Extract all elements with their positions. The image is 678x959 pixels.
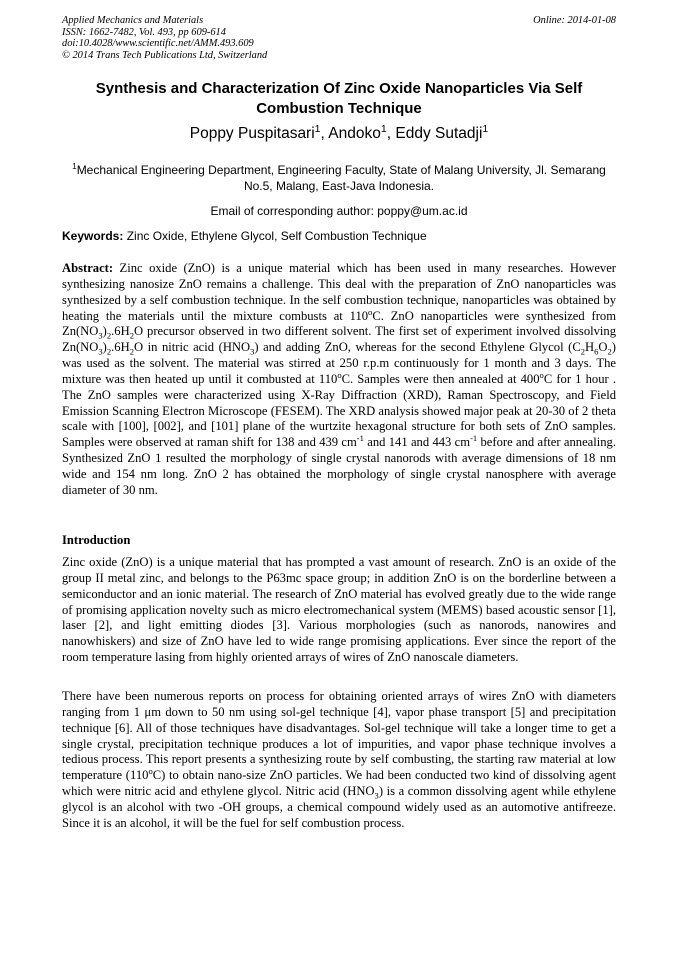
author-separator: , — [320, 125, 329, 142]
subscript: 2 — [129, 330, 134, 341]
subscript: 6 — [594, 346, 599, 357]
author-separator: , — [386, 125, 396, 142]
text-run: ) — [102, 324, 107, 339]
text-run: C for 1 hour . The ZnO samples were characterized using X-Ray Diffraction (XRD), Raman Spectroscopy, and Field Emission Scanning Electron Microscope (FESEM). The XRD analysis showed major peak at 20-30 of 2 theta scale with [100], [002], and [101] plane of the wurtzite hexagonal structure for both sets of ZnO samples. Samples were observed at raman shift for 138 and 439 cm — [62, 371, 616, 450]
keywords — [62, 228, 616, 244]
text-run: O in nitric acid (HNO — [133, 340, 251, 355]
abstract — [62, 261, 616, 499]
abstract-label: Abstract: — [62, 261, 114, 275]
text-run: ) is a common dissolving agent while ethylene glycol is an alcohol with two -OH groups, a chemical compound widely used as an automotive antifreeze. Since it is an alcohol, it will be the fuel for self combustion process. — [62, 784, 616, 830]
superscript: o — [148, 766, 153, 777]
journal-issn: ISSN: 1662-7482, Vol. 493, pp 609-614 — [62, 26, 226, 38]
affiliation-text: Mechanical Engineering Department, Engineering Faculty, State of Malang University, Jl. Semarang No.5, Malang, East-Java Indonesia. — [76, 163, 606, 193]
subscript: 2 — [129, 346, 134, 357]
superscript: o — [337, 369, 342, 380]
superscript: -1 — [470, 433, 478, 444]
text-run: O — [598, 340, 608, 355]
affiliation — [62, 162, 616, 194]
author-affiliation-mark: 1 — [482, 122, 489, 135]
subscript: 3 — [374, 790, 379, 801]
subscript: 2 — [580, 346, 586, 357]
text-run: Zinc oxide (ZnO) is a unique material which has been used in many researches. However synthesizing nanosize ZnO remains a challenge. This deal with the preparation of ZnO nanoparticles was synthesized by a self combustion technique. In the self combustion technique, nanoparticles was obtained by heating the materials until the mixture combusts at 110 — [62, 261, 616, 323]
introduction-paragraph-2 — [62, 689, 616, 832]
author-affiliation-mark: 1 — [380, 122, 387, 135]
text-run: O precursor observed in two different solvent. The first set of experiment involved dissolving Zn(NO — [62, 324, 616, 355]
text-run: C. Samples were then annealed at 400 — [341, 371, 540, 386]
subscript: 3 — [98, 346, 103, 357]
text-run: Zinc oxide (ZnO) is a unique material that has prompted a vast amount of research. ZnO is an oxide of the group II metal zinc, and belongs to the P63mc space group; in addition ZnO is on the borderline between a semiconductor and an ionic material. The research of ZnO material has evolved greatly due to the wide range of promising application novelty such as micro electromechanical system (MEMS) based acoustic sensor [1], laser [2], and light emitting diodes [3]. Various morphologies (such as nanorods, nanowires and nanowhiskers) and size of ZnO have led to wide range promising applications. Ever since the report of the room temperature lasing from highly oriented arrays of wires of ZnO nanoscale diameters. — [62, 555, 616, 665]
text-run: ) and adding ZnO, whereas for the second Ethylene Glycol (C — [254, 340, 581, 355]
journal-copyright: © 2014 Trans Tech Publications Ltd, Switzerland — [62, 49, 268, 61]
online-date: Online: 2014-01-08 — [533, 15, 616, 26]
corresponding-email: Email of corresponding author: poppy@um.ac.id — [210, 204, 468, 218]
journal-doi: doi:10.4028/www.scientific.net/AMM.493.609 — [62, 38, 254, 49]
author-name: Poppy Puspitasari — [189, 125, 315, 142]
affiliation-mark: 1 — [72, 162, 77, 171]
author-name: Eddy Sutadji — [395, 125, 483, 142]
keywords-text: Zinc Oxide, Ethylene Glycol, Self Combustion Technique — [126, 229, 427, 243]
keywords-label: Keywords: — [62, 229, 124, 243]
superscript: o — [368, 306, 373, 317]
author-name: Andoko — [328, 125, 381, 142]
introduction-paragraph-1 — [62, 555, 616, 666]
paper-title: Synthesis and Characterization Of Zinc Oxide Nanoparticles Via Self Combustion Technique — [95, 80, 583, 117]
author-list — [62, 124, 616, 144]
text-run: before and after annealing. Synthesized ZnO 1 resulted the morphology of single crystal nanorods with average dimensions of 18 nm wide and 154 nm long. ZnO 2 has obtained the morphology of single crystal nanosphere with average diameter of 30 nm. — [62, 435, 616, 497]
journal-header — [62, 15, 616, 61]
introduction-heading: Introduction — [62, 533, 131, 547]
abstract-body — [62, 261, 616, 497]
subscript: 2 — [607, 346, 612, 357]
text-run: H — [585, 340, 595, 355]
journal-name: Applied Mechanics and Materials — [62, 15, 204, 26]
subscript: 3 — [98, 330, 103, 341]
author-affiliation-mark: 1 — [314, 122, 321, 135]
text-run: C. ZnO nanoparticles were synthesized from Zn(NO — [62, 308, 616, 339]
subscript: 2 — [106, 330, 112, 341]
text-run: .6H — [111, 340, 130, 355]
subscript: 2 — [106, 346, 112, 357]
superscript: -1 — [356, 433, 364, 444]
text-run: C) to obtain nano-size ZnO particles. We had been conducted two kind of dissolving agent which were nitric acid and ethylene glycol. Nitric acid (HNO — [62, 768, 616, 799]
superscript: o — [539, 369, 544, 380]
text-run: There have been numerous reports on process for obtaining oriented arrays of wires ZnO with diameters ranging from 1 μm down to 50 nm using sol-gel technique [4], vapor phase transport [5] and precipitation technique [6]. All of those techniques have disadvantages. Sol-gel technique will take a longer time to get a single crystal, precipitation technique produces a lot of impurities, and vapor phase technique involves a tedious process. This report presents a synthesizing route by self combusting, the starting raw material at low temperature (110 — [62, 689, 616, 783]
text-run: ) was used as the solvent. The material was stirred at 250 r.p.m continuously for 1 month and 3 days. The mixture was then heated up until it combusted at 110 — [62, 340, 616, 386]
text-run: and 141 and 443 cm — [363, 435, 471, 450]
text-run: .6H — [111, 324, 130, 339]
subscript: 3 — [250, 346, 255, 357]
text-run: ) — [102, 340, 107, 355]
